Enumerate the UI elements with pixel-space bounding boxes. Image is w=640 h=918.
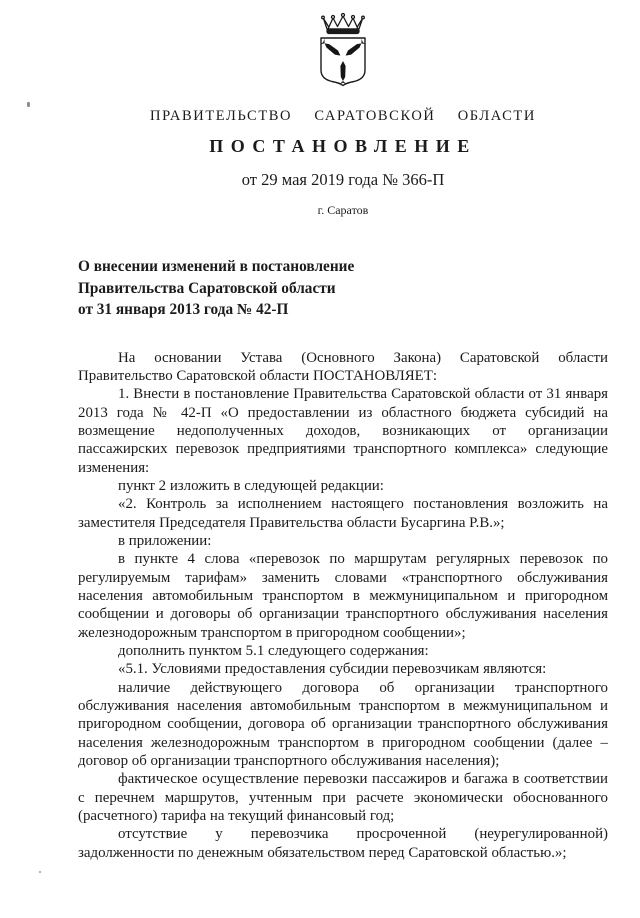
- paragraph: «5.1. Условиями предоставления субсидии перевозчикам являются:: [118, 661, 547, 678]
- title-line: от 31 января 2013 года № 42-П: [78, 301, 289, 318]
- paragraph: фактическое осуществление перевозки пассажиров и багажа в соответствии с перечнем маршрутов, учтенным при расчете экономически обоснованного (расчетного) тарифа на текущий финансовый год;: [78, 771, 608, 825]
- saratov-coat-of-arms-icon: [310, 13, 376, 91]
- organization-name: ПРАВИТЕЛЬСТВО САРАТОВСКОЙ ОБЛАСТИ: [150, 108, 536, 124]
- emblem-container: [78, 13, 608, 91]
- paragraph: дополнить пунктом 5.1 следующего содержания:: [118, 643, 429, 659]
- paragraph: 1. Внести в постановление Правительства Саратовской области от 31 января 2013 года № 42-П «О предоставлении из областного бюджета субсидий на возмещение недополученных доходов, возникающих от организации пассажирских перевозок предприятиями транспортного комплекса» следующие изменения:: [78, 386, 608, 476]
- page-content: [0, 13, 640, 862]
- paragraph: наличие действующего договора об организации транспортного обслуживания населения автомобильным транспортом в межмуниципальном и пригородном сообщении, договора об организации транспортного обслуживания населения железнодорожным транспортом в пригородном сообщении (далее – договор об организации транспортного обслуживания населения);: [78, 679, 608, 770]
- document-date-number: от 29 мая 2019 года № 366-П: [241, 170, 445, 189]
- paragraph: пункт 2 изложить в следующей редакции:: [118, 477, 384, 494]
- document-title: [78, 256, 608, 321]
- paragraph: «2. Контроль за исполнением настоящего постановления возложить на заместителя Председателя Правительства области Бусаргина Р.В.»;: [78, 496, 608, 531]
- document-page: [0, 13, 640, 918]
- paragraph: в приложении:: [118, 532, 212, 549]
- document-place: г. Саратов: [317, 203, 369, 217]
- title-line: О внесении изменений в постановление: [78, 258, 355, 275]
- scan-artifact: [39, 871, 41, 873]
- document-body: [78, 349, 608, 863]
- document-header: [78, 13, 608, 218]
- title-line: Правительства Саратовской области: [78, 279, 336, 297]
- scan-artifact: [27, 102, 30, 107]
- document-type-heading: ПОСТАНОВЛЕНИЕ: [209, 136, 477, 156]
- paragraph: отсутствие у перевозчика просроченной (неурегулированной) задолженности по денежным обязательством перед Саратовской областью.»;: [78, 826, 608, 861]
- paragraph: На основании Устава (Основного Закона) Саратовской области Правительство Саратовской области ПОСТАНОВЛЯЕТ:: [78, 349, 608, 384]
- paragraph: в пункте 4 слова «перевозок по маршрутам регулярных перевозок по регулируемым тарифам» заменить словами «транспортного обслуживания населения автомобильным транспортом в межмуниципальном и пригородном сообщении и договоры об организации транспортного обслуживания населения железнодорожным транспортом в пригородном сообщении»;: [78, 551, 608, 641]
